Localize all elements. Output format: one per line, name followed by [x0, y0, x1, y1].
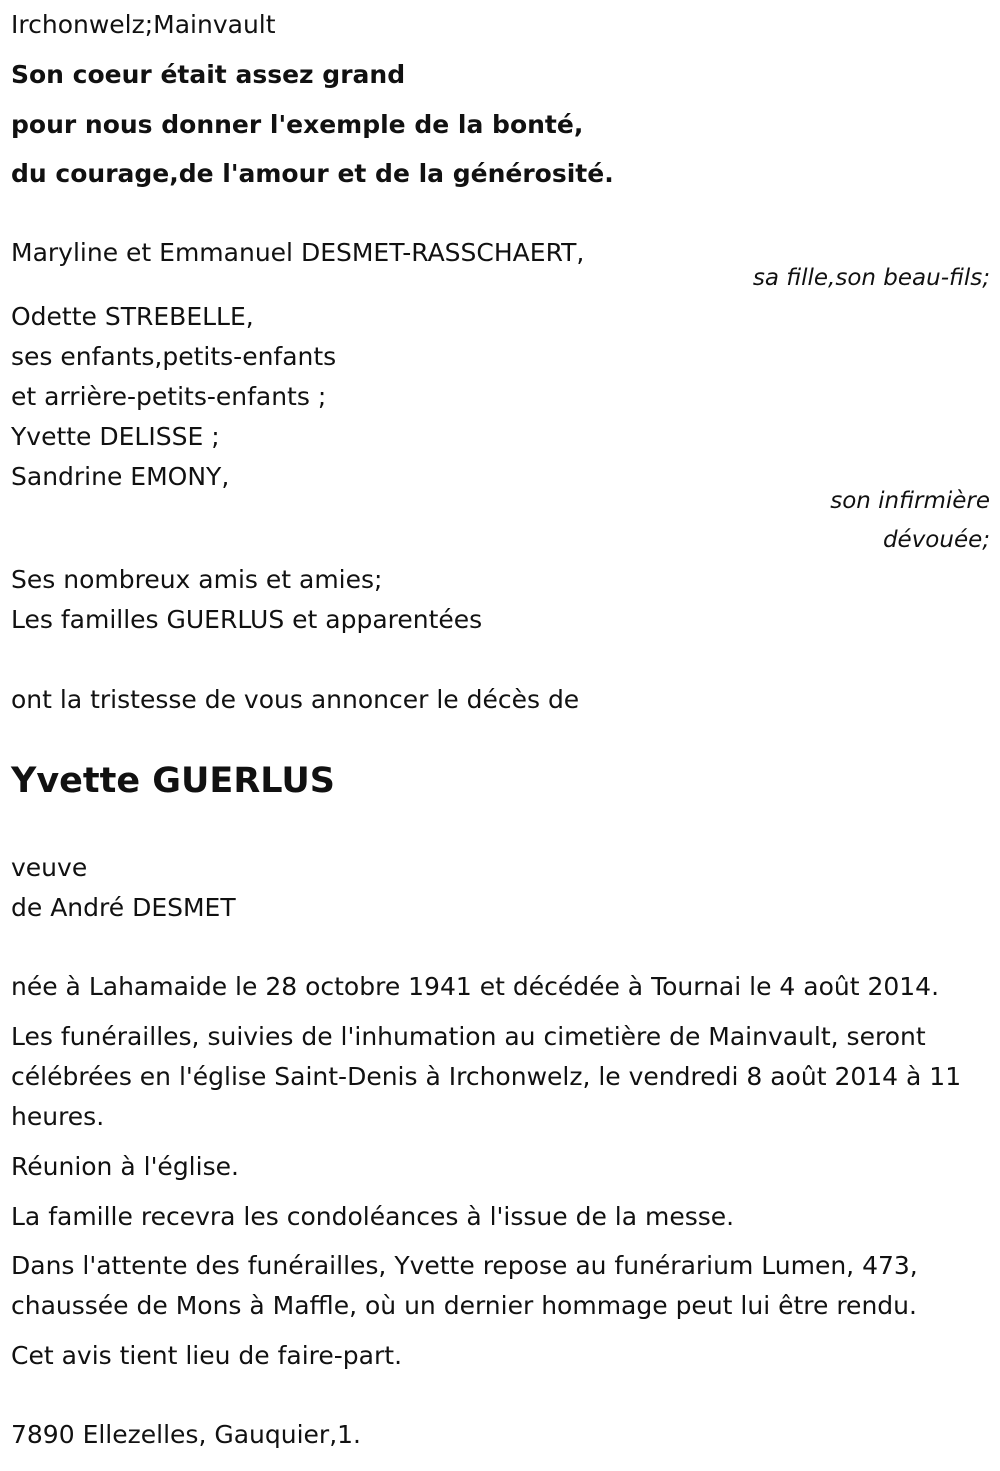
notice-info: Cet avis tient lieu de faire-part. [11, 1341, 403, 1370]
nurse-relation-line: son infirmière [830, 488, 990, 514]
widow-line: veuve [11, 853, 88, 882]
deceased-name: Yvette GUERLUS [11, 761, 335, 801]
nurse-relation-line: dévouée; [882, 527, 990, 553]
family-member: et arrière-petits-enfants ; [11, 382, 327, 411]
family-member: Yvette DELISSE ; [11, 422, 220, 451]
poem-line: Son coeur était assez grand [11, 60, 406, 89]
family-member: Odette STREBELLE, [11, 302, 254, 331]
poem-line: pour nous donner l'exemple de la bonté, [11, 110, 584, 139]
widow-line: de André DESMET [11, 893, 236, 922]
family-member: Sandrine EMONY, [11, 462, 230, 491]
address: 7890 Ellezelles, Gauquier,1. [11, 1420, 361, 1449]
poem-line: du courage,de l'amour et de la générosité. [11, 159, 614, 188]
meeting-info: Réunion à l'église. [11, 1152, 239, 1181]
funeral-info: Les funérailles, suivies de l'inhumation au cimetière de Mainvault, seront célébrées en l'église Saint-Denis à Irchonwelz, le vendredi 8 août 2014 à 11 heures. [11, 1022, 962, 1131]
family-daughter-names: Maryline et Emmanuel DESMET-RASSCHAERT, [11, 238, 585, 267]
birth-death-info: née à Lahamaide le 28 octobre 1941 et décédée à Tournai le 4 août 2014. [11, 972, 940, 1001]
header-location: Irchonwelz;Mainvault [11, 10, 276, 39]
family-daughter-relation: sa fille,son beau-fils; [752, 265, 990, 291]
family-member: ses enfants,petits-enfants [11, 342, 337, 371]
rest-info: Dans l'attente des funérailles, Yvette repose au funérarium Lumen, 473, chaussée de Mons à Maffle, où un dernier hommage peut lui être rendu. [11, 1251, 918, 1320]
announcement-intro: ont la tristesse de vous annoncer le décès de [11, 685, 580, 714]
friends-line: Les familles GUERLUS et apparentées [11, 605, 483, 634]
friends-line: Ses nombreux amis et amies; [11, 565, 383, 594]
condolences-info: La famille recevra les condoléances à l'issue de la messe. [11, 1202, 735, 1231]
